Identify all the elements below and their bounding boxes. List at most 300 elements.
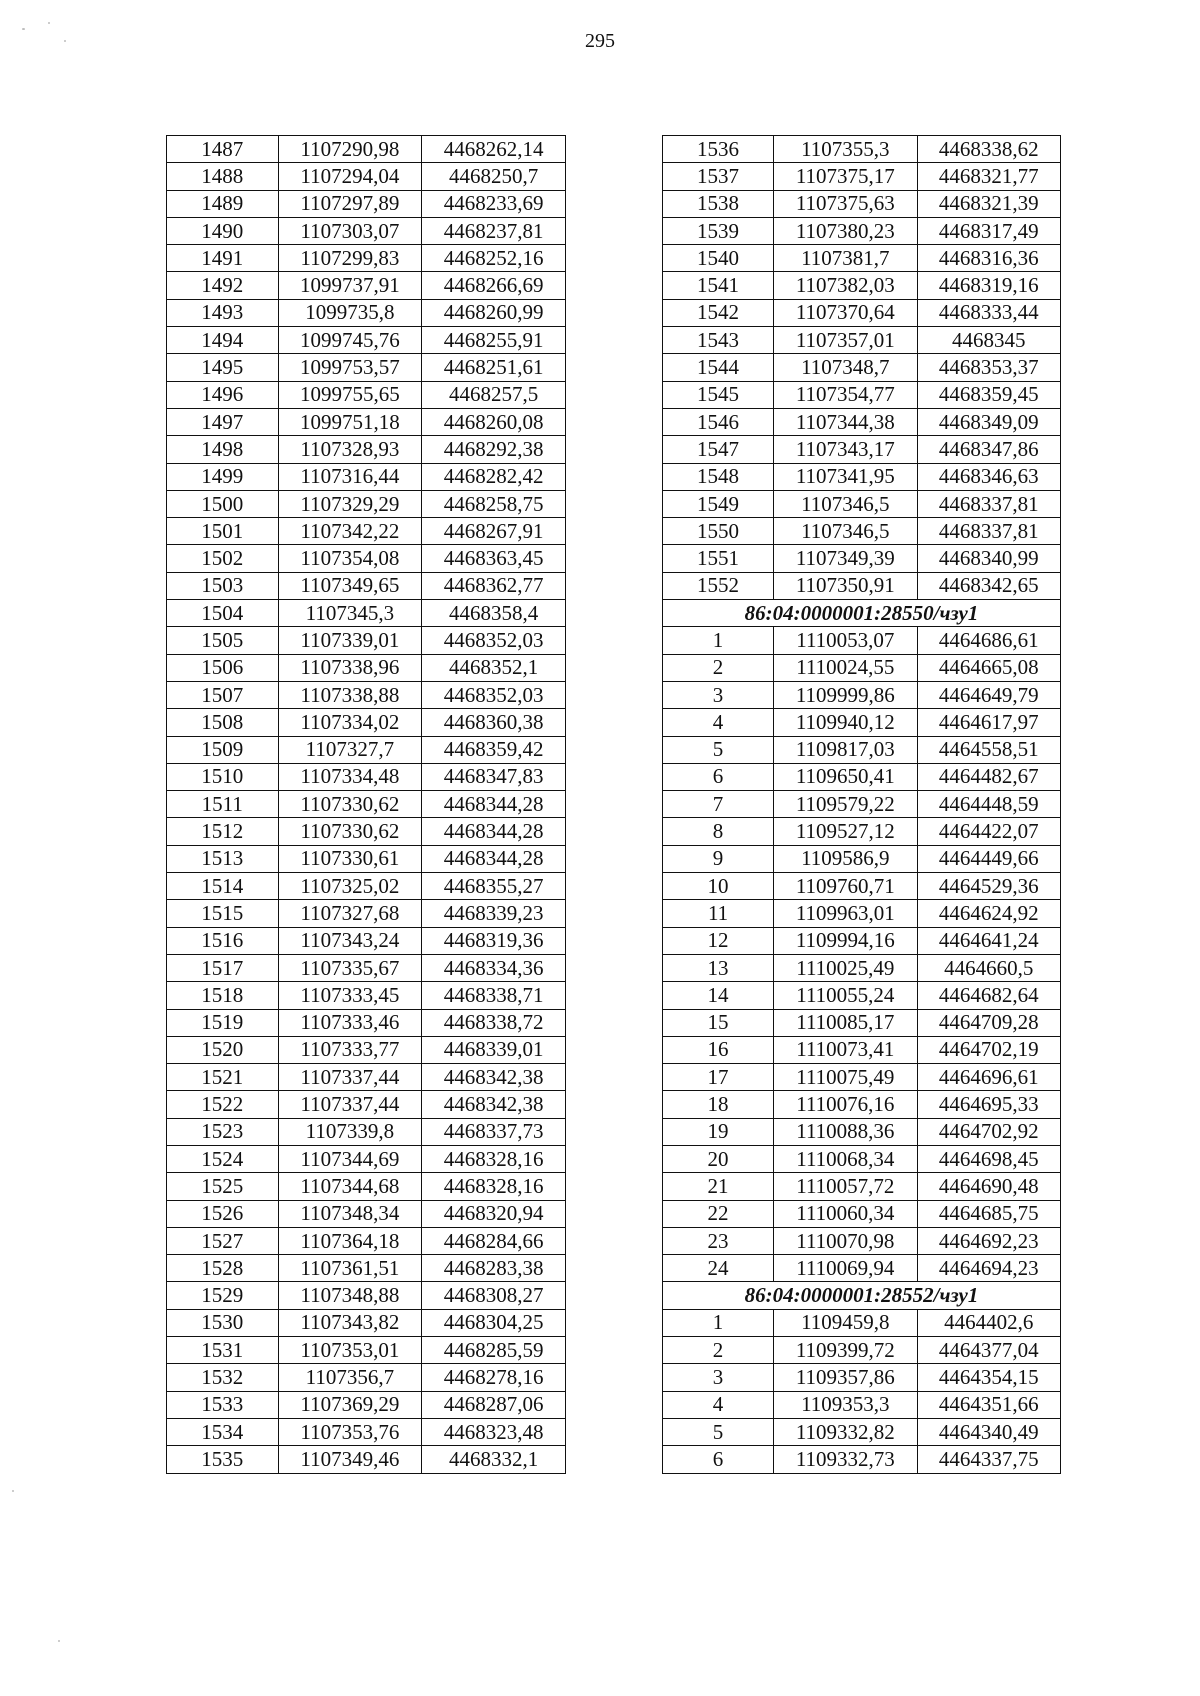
- point-number-cell: 12: [663, 927, 774, 954]
- table-row: [167, 1309, 566, 1336]
- scan-speck: [64, 40, 66, 42]
- y-coordinate-cell: 4468319,16: [917, 272, 1060, 299]
- point-number-cell: 7: [663, 791, 774, 818]
- y-coordinate-cell: 4468349,09: [917, 408, 1060, 435]
- y-coordinate-cell: 4468260,08: [422, 408, 566, 435]
- point-number-cell: 1518: [167, 982, 279, 1009]
- table-row: [167, 873, 566, 900]
- y-coordinate-cell: 4468346,63: [917, 463, 1060, 490]
- y-coordinate-cell: 4464665,08: [917, 654, 1060, 681]
- table-row: [663, 381, 1061, 408]
- y-coordinate-cell: 4468282,42: [422, 463, 566, 490]
- point-number-cell: 1544: [663, 354, 774, 381]
- x-coordinate-cell: 1109353,3: [774, 1391, 917, 1418]
- x-coordinate-cell: 1109332,82: [774, 1418, 917, 1445]
- point-number-cell: 5: [663, 736, 774, 763]
- x-coordinate-cell: 1110085,17: [774, 1009, 917, 1036]
- section-header: 86:04:0000001:28552/чзу1: [663, 1282, 1061, 1309]
- table-row: [167, 845, 566, 872]
- y-coordinate-cell: 4464529,36: [917, 873, 1060, 900]
- x-coordinate-cell: 1107349,65: [278, 572, 422, 599]
- table-row: [167, 709, 566, 736]
- x-coordinate-cell: 1107349,46: [278, 1446, 422, 1473]
- table-row: [167, 245, 566, 272]
- point-number-cell: 1493: [167, 299, 279, 326]
- y-coordinate-cell: 4468258,75: [422, 490, 566, 517]
- x-coordinate-cell: 1110075,49: [774, 1064, 917, 1091]
- y-coordinate-cell: 4468352,1: [422, 654, 566, 681]
- page-number: 295: [585, 30, 615, 52]
- y-coordinate-cell: 4468342,38: [422, 1091, 566, 1118]
- point-number-cell: 1547: [663, 436, 774, 463]
- x-coordinate-cell: 1107330,62: [278, 818, 422, 845]
- y-coordinate-cell: 4468308,27: [422, 1282, 566, 1309]
- scan-speck: [22, 28, 25, 30]
- point-number-cell: 1531: [167, 1337, 279, 1364]
- point-number-cell: 1527: [167, 1227, 279, 1254]
- x-coordinate-cell: 1107341,95: [774, 463, 917, 490]
- table-row: [663, 572, 1061, 599]
- x-coordinate-cell: 1110025,49: [774, 954, 917, 981]
- table-row: [663, 900, 1061, 927]
- point-number-cell: 1530: [167, 1309, 279, 1336]
- x-coordinate-cell: 1109579,22: [774, 791, 917, 818]
- x-coordinate-cell: 1109332,73: [774, 1446, 917, 1473]
- y-coordinate-cell: 4468344,28: [422, 845, 566, 872]
- y-coordinate-cell: 4464649,79: [917, 681, 1060, 708]
- y-coordinate-cell: 4468278,16: [422, 1364, 566, 1391]
- table-row: [167, 1091, 566, 1118]
- x-coordinate-cell: 1107357,01: [774, 327, 917, 354]
- table-row: [167, 217, 566, 244]
- point-number-cell: 1540: [663, 245, 774, 272]
- y-coordinate-cell: 4468337,81: [917, 490, 1060, 517]
- y-coordinate-cell: 4468283,38: [422, 1255, 566, 1282]
- y-coordinate-cell: 4468347,83: [422, 763, 566, 790]
- y-coordinate-cell: 4468347,86: [917, 436, 1060, 463]
- table-row: [167, 163, 566, 190]
- table-row: [663, 982, 1061, 1009]
- y-coordinate-cell: 4468285,59: [422, 1337, 566, 1364]
- table-row: [167, 463, 566, 490]
- x-coordinate-cell: 1107382,03: [774, 272, 917, 299]
- point-number-cell: 3: [663, 681, 774, 708]
- point-number-cell: 1: [663, 1309, 774, 1336]
- y-coordinate-cell: 4468328,16: [422, 1173, 566, 1200]
- table-row: [663, 736, 1061, 763]
- point-number-cell: 1548: [663, 463, 774, 490]
- x-coordinate-cell: 1109650,41: [774, 763, 917, 790]
- table-row: [663, 709, 1061, 736]
- table-row: [167, 736, 566, 763]
- point-number-cell: 1545: [663, 381, 774, 408]
- y-coordinate-cell: 4464702,92: [917, 1118, 1060, 1145]
- point-number-cell: 1512: [167, 818, 279, 845]
- x-coordinate-cell: 1107335,67: [278, 954, 422, 981]
- table-row: [167, 1200, 566, 1227]
- y-coordinate-cell: 4468255,91: [422, 327, 566, 354]
- y-coordinate-cell: 4468266,69: [422, 272, 566, 299]
- x-coordinate-cell: 1107343,24: [278, 927, 422, 954]
- table-row: [167, 1118, 566, 1145]
- point-number-cell: 1507: [167, 681, 279, 708]
- y-coordinate-cell: 4464682,64: [917, 982, 1060, 1009]
- x-coordinate-cell: 1107361,51: [278, 1255, 422, 1282]
- y-coordinate-cell: 4468304,25: [422, 1309, 566, 1336]
- point-number-cell: 20: [663, 1145, 774, 1172]
- table-row: [663, 1337, 1061, 1364]
- point-number-cell: 1528: [167, 1255, 279, 1282]
- y-coordinate-cell: 4464617,97: [917, 709, 1060, 736]
- x-coordinate-cell: 1107297,89: [278, 190, 422, 217]
- table-row: [663, 354, 1061, 381]
- x-coordinate-cell: 1107338,88: [278, 681, 422, 708]
- table-row: [167, 381, 566, 408]
- x-coordinate-cell: 1107337,44: [278, 1064, 422, 1091]
- point-number-cell: 1508: [167, 709, 279, 736]
- table-row: [663, 627, 1061, 654]
- x-coordinate-cell: 1107344,38: [774, 408, 917, 435]
- point-number-cell: 2: [663, 654, 774, 681]
- point-number-cell: 15: [663, 1009, 774, 1036]
- x-coordinate-cell: 1107303,07: [278, 217, 422, 244]
- point-number-cell: 1501: [167, 518, 279, 545]
- x-coordinate-cell: 1109459,8: [774, 1309, 917, 1336]
- y-coordinate-cell: 4468250,7: [422, 163, 566, 190]
- table-row: [663, 1009, 1061, 1036]
- table-row: [167, 299, 566, 326]
- table-row: [663, 763, 1061, 790]
- table-row: [663, 873, 1061, 900]
- point-number-cell: 1505: [167, 627, 279, 654]
- table-row: [663, 954, 1061, 981]
- x-coordinate-cell: 1110060,34: [774, 1200, 917, 1227]
- table-row: [663, 245, 1061, 272]
- point-number-cell: 9: [663, 845, 774, 872]
- x-coordinate-cell: 1110055,24: [774, 982, 917, 1009]
- table-row: [663, 681, 1061, 708]
- point-number-cell: 1489: [167, 190, 279, 217]
- x-coordinate-cell: 1107333,46: [278, 1009, 422, 1036]
- x-coordinate-cell: 1107294,04: [278, 163, 422, 190]
- y-coordinate-cell: 4468363,45: [422, 545, 566, 572]
- point-number-cell: 1503: [167, 572, 279, 599]
- x-coordinate-cell: 1107316,44: [278, 463, 422, 490]
- table-row: [167, 1064, 566, 1091]
- table-row: [663, 490, 1061, 517]
- y-coordinate-cell: 4468251,61: [422, 354, 566, 381]
- point-number-cell: 1490: [167, 217, 279, 244]
- table-row: [167, 408, 566, 435]
- point-number-cell: 1526: [167, 1200, 279, 1227]
- x-coordinate-cell: 1107334,02: [278, 709, 422, 736]
- x-coordinate-cell: 1107299,83: [278, 245, 422, 272]
- y-coordinate-cell: 4468338,62: [917, 136, 1060, 163]
- table-row: [663, 927, 1061, 954]
- x-coordinate-cell: 1107339,01: [278, 627, 422, 654]
- point-number-cell: 3: [663, 1364, 774, 1391]
- point-number-cell: 1534: [167, 1418, 279, 1445]
- y-coordinate-cell: 4468323,48: [422, 1418, 566, 1445]
- y-coordinate-cell: 4468321,77: [917, 163, 1060, 190]
- y-coordinate-cell: 4464702,19: [917, 1036, 1060, 1063]
- y-coordinate-cell: 4464337,75: [917, 1446, 1060, 1473]
- point-number-cell: 1517: [167, 954, 279, 981]
- point-number-cell: 1491: [167, 245, 279, 272]
- y-coordinate-cell: 4468252,16: [422, 245, 566, 272]
- x-coordinate-cell: 1109817,03: [774, 736, 917, 763]
- table-row: [167, 572, 566, 599]
- y-coordinate-cell: 4464482,67: [917, 763, 1060, 790]
- x-coordinate-cell: 1107330,61: [278, 845, 422, 872]
- x-coordinate-cell: 1099745,76: [278, 327, 422, 354]
- point-number-cell: 4: [663, 1391, 774, 1418]
- point-number-cell: 21: [663, 1173, 774, 1200]
- y-coordinate-cell: 4468328,16: [422, 1145, 566, 1172]
- x-coordinate-cell: 1107370,64: [774, 299, 917, 326]
- table-row: [167, 1173, 566, 1200]
- point-number-cell: 1542: [663, 299, 774, 326]
- point-number-cell: 1536: [663, 136, 774, 163]
- point-number-cell: 16: [663, 1036, 774, 1063]
- x-coordinate-cell: 1107339,8: [278, 1118, 422, 1145]
- point-number-cell: 1539: [663, 217, 774, 244]
- section-header-row: [663, 1282, 1061, 1309]
- x-coordinate-cell: 1107375,17: [774, 163, 917, 190]
- y-coordinate-cell: 4468344,28: [422, 791, 566, 818]
- point-number-cell: 6: [663, 1446, 774, 1473]
- y-coordinate-cell: 4468342,38: [422, 1064, 566, 1091]
- y-coordinate-cell: 4468320,94: [422, 1200, 566, 1227]
- x-coordinate-cell: 1107369,29: [278, 1391, 422, 1418]
- point-number-cell: 1550: [663, 518, 774, 545]
- x-coordinate-cell: 1099735,8: [278, 299, 422, 326]
- y-coordinate-cell: 4468338,71: [422, 982, 566, 1009]
- table-row: [167, 900, 566, 927]
- point-number-cell: 1516: [167, 927, 279, 954]
- point-number-cell: 1522: [167, 1091, 279, 1118]
- y-coordinate-cell: 4468342,65: [917, 572, 1060, 599]
- x-coordinate-cell: 1107338,96: [278, 654, 422, 681]
- table-row: [167, 927, 566, 954]
- y-coordinate-cell: 4468284,66: [422, 1227, 566, 1254]
- table-row: [663, 1391, 1061, 1418]
- scan-speck: [12, 1490, 14, 1492]
- x-coordinate-cell: 1107327,68: [278, 900, 422, 927]
- table-row: [663, 436, 1061, 463]
- x-coordinate-cell: 1110088,36: [774, 1118, 917, 1145]
- point-number-cell: 1529: [167, 1282, 279, 1309]
- x-coordinate-cell: 1107333,77: [278, 1036, 422, 1063]
- coordinates-table-right: [662, 135, 1061, 1474]
- point-number-cell: 1509: [167, 736, 279, 763]
- x-coordinate-cell: 1107327,7: [278, 736, 422, 763]
- x-coordinate-cell: 1107354,08: [278, 545, 422, 572]
- y-coordinate-cell: 4464695,33: [917, 1091, 1060, 1118]
- x-coordinate-cell: 1109399,72: [774, 1337, 917, 1364]
- table-row: [167, 954, 566, 981]
- point-number-cell: 1549: [663, 490, 774, 517]
- table-row: [167, 627, 566, 654]
- x-coordinate-cell: 1099753,57: [278, 354, 422, 381]
- point-number-cell: 18: [663, 1091, 774, 1118]
- point-number-cell: 1: [663, 627, 774, 654]
- y-coordinate-cell: 4468344,28: [422, 818, 566, 845]
- point-number-cell: 1499: [167, 463, 279, 490]
- table-row: [663, 1173, 1061, 1200]
- y-coordinate-cell: 4464698,45: [917, 1145, 1060, 1172]
- y-coordinate-cell: 4468237,81: [422, 217, 566, 244]
- table-row: [167, 681, 566, 708]
- x-coordinate-cell: 1107354,77: [774, 381, 917, 408]
- x-coordinate-cell: 1107329,29: [278, 490, 422, 517]
- table-row: [663, 299, 1061, 326]
- y-coordinate-cell: 4468287,06: [422, 1391, 566, 1418]
- table-row: [663, 1446, 1061, 1473]
- x-coordinate-cell: 1107355,3: [774, 136, 917, 163]
- x-coordinate-cell: 1110076,16: [774, 1091, 917, 1118]
- table-row: [167, 136, 566, 163]
- table-row: [167, 1009, 566, 1036]
- x-coordinate-cell: 1107346,5: [774, 518, 917, 545]
- point-number-cell: 1510: [167, 763, 279, 790]
- table-row: [167, 490, 566, 517]
- x-coordinate-cell: 1107353,01: [278, 1337, 422, 1364]
- x-coordinate-cell: 1107337,44: [278, 1091, 422, 1118]
- point-number-cell: 17: [663, 1064, 774, 1091]
- table-row: [663, 327, 1061, 354]
- x-coordinate-cell: 1107344,68: [278, 1173, 422, 1200]
- point-number-cell: 19: [663, 1118, 774, 1145]
- y-coordinate-cell: 4468317,49: [917, 217, 1060, 244]
- point-number-cell: 1552: [663, 572, 774, 599]
- point-number-cell: 1487: [167, 136, 279, 163]
- y-coordinate-cell: 4468292,38: [422, 436, 566, 463]
- coordinates-table-left: [166, 135, 566, 1474]
- point-number-cell: 1497: [167, 408, 279, 435]
- point-number-cell: 1496: [167, 381, 279, 408]
- table-row: [663, 1418, 1061, 1445]
- point-number-cell: 23: [663, 1227, 774, 1254]
- table-row: [167, 1036, 566, 1063]
- table-row: [663, 818, 1061, 845]
- table-row: [167, 654, 566, 681]
- x-coordinate-cell: 1107375,63: [774, 190, 917, 217]
- y-coordinate-cell: 4464449,66: [917, 845, 1060, 872]
- y-coordinate-cell: 4464402,6: [917, 1309, 1060, 1336]
- x-coordinate-cell: 1110070,98: [774, 1227, 917, 1254]
- table-row: [663, 1091, 1061, 1118]
- y-coordinate-cell: 4468333,44: [917, 299, 1060, 326]
- x-coordinate-cell: 1107353,76: [278, 1418, 422, 1445]
- x-coordinate-cell: 1110053,07: [774, 627, 917, 654]
- y-coordinate-cell: 4464340,49: [917, 1418, 1060, 1445]
- table-row: [167, 1446, 566, 1473]
- point-number-cell: 1533: [167, 1391, 279, 1418]
- table-row: [663, 1309, 1061, 1336]
- y-coordinate-cell: 4464351,66: [917, 1391, 1060, 1418]
- point-number-cell: 11: [663, 900, 774, 927]
- x-coordinate-cell: 1109994,16: [774, 927, 917, 954]
- table-row: [167, 1255, 566, 1282]
- x-coordinate-cell: 1107333,45: [278, 982, 422, 1009]
- x-coordinate-cell: 1107380,23: [774, 217, 917, 244]
- table-row: [167, 818, 566, 845]
- x-coordinate-cell: 1109357,86: [774, 1364, 917, 1391]
- point-number-cell: 1498: [167, 436, 279, 463]
- scan-speck: [48, 22, 50, 24]
- x-coordinate-cell: 1107381,7: [774, 245, 917, 272]
- table-row: [663, 545, 1061, 572]
- y-coordinate-cell: 4464696,61: [917, 1064, 1060, 1091]
- y-coordinate-cell: 4468337,73: [422, 1118, 566, 1145]
- table-row: [663, 1227, 1061, 1254]
- x-coordinate-cell: 1107348,88: [278, 1282, 422, 1309]
- y-coordinate-cell: 4464641,24: [917, 927, 1060, 954]
- x-coordinate-cell: 1107334,48: [278, 763, 422, 790]
- x-coordinate-cell: 1110068,34: [774, 1145, 917, 1172]
- table-row: [167, 545, 566, 572]
- table-row: [663, 518, 1061, 545]
- x-coordinate-cell: 1107349,39: [774, 545, 917, 572]
- x-coordinate-cell: 1110024,55: [774, 654, 917, 681]
- y-coordinate-cell: 4468339,01: [422, 1036, 566, 1063]
- table-row: [663, 136, 1061, 163]
- point-number-cell: 14: [663, 982, 774, 1009]
- table-row: [663, 654, 1061, 681]
- table-row: [167, 982, 566, 1009]
- y-coordinate-cell: 4464690,48: [917, 1173, 1060, 1200]
- table-row: [663, 163, 1061, 190]
- y-coordinate-cell: 4468267,91: [422, 518, 566, 545]
- table-row: [167, 354, 566, 381]
- point-number-cell: 1515: [167, 900, 279, 927]
- point-number-cell: 1541: [663, 272, 774, 299]
- table-row: [663, 1036, 1061, 1063]
- y-coordinate-cell: 4464685,75: [917, 1200, 1060, 1227]
- section-header-row: [663, 600, 1061, 627]
- point-number-cell: 10: [663, 873, 774, 900]
- table-row: [167, 763, 566, 790]
- y-coordinate-cell: 4464694,23: [917, 1255, 1060, 1282]
- point-number-cell: 1521: [167, 1064, 279, 1091]
- x-coordinate-cell: 1107343,82: [278, 1309, 422, 1336]
- point-number-cell: 1504: [167, 600, 279, 627]
- x-coordinate-cell: 1107346,5: [774, 490, 917, 517]
- x-coordinate-cell: 1107364,18: [278, 1227, 422, 1254]
- point-number-cell: 1514: [167, 873, 279, 900]
- y-coordinate-cell: 4468352,03: [422, 681, 566, 708]
- table-row: [663, 1064, 1061, 1091]
- point-number-cell: 1551: [663, 545, 774, 572]
- x-coordinate-cell: 1110069,94: [774, 1255, 917, 1282]
- table-row: [663, 791, 1061, 818]
- x-coordinate-cell: 1107343,17: [774, 436, 917, 463]
- x-coordinate-cell: 1109527,12: [774, 818, 917, 845]
- table-row: [663, 1364, 1061, 1391]
- y-coordinate-cell: 4468332,1: [422, 1446, 566, 1473]
- y-coordinate-cell: 4468321,39: [917, 190, 1060, 217]
- x-coordinate-cell: 1099755,65: [278, 381, 422, 408]
- table-row: [167, 518, 566, 545]
- y-coordinate-cell: 4464448,59: [917, 791, 1060, 818]
- point-number-cell: 1543: [663, 327, 774, 354]
- x-coordinate-cell: 1109586,9: [774, 845, 917, 872]
- point-number-cell: 1538: [663, 190, 774, 217]
- x-coordinate-cell: 1110057,72: [774, 1173, 917, 1200]
- y-coordinate-cell: 4464709,28: [917, 1009, 1060, 1036]
- y-coordinate-cell: 4468338,72: [422, 1009, 566, 1036]
